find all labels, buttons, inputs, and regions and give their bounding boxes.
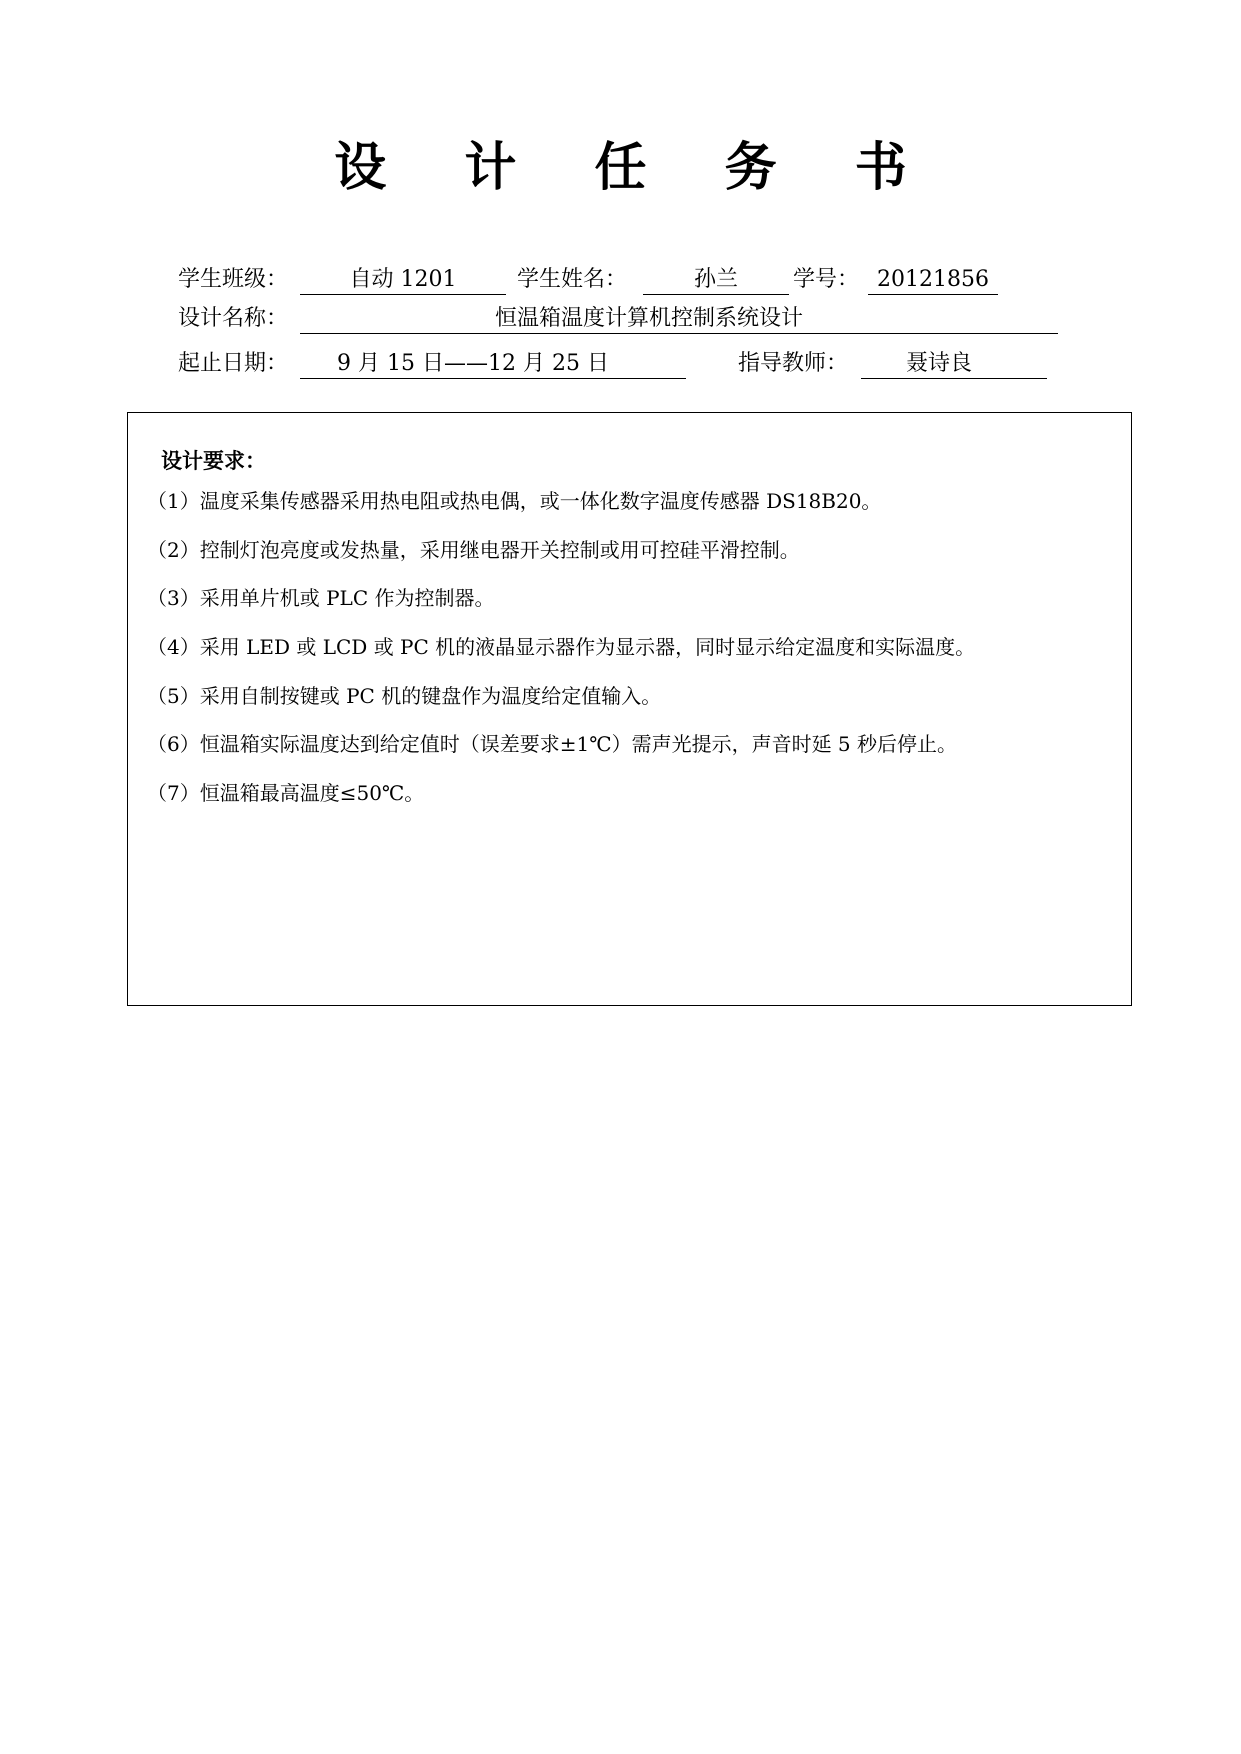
requirement-item: （7）恒温箱最高温度≤50℃。 [147,781,425,805]
design-field [300,302,1058,334]
requirement-item: （5）采用自制按键或 PC 机的键盘作为温度给定值输入。 [147,684,662,708]
requirements-heading: 设计要求： [161,448,266,473]
name-field: 孙兰 [643,263,789,295]
requirement-item: （2）控制灯泡亮度或发热量，采用继电器开关控制或用可控硅平滑控制。 [147,538,800,562]
id-label: 学号： [793,267,860,292]
design-value: 恒温箱温度计算机控制系统设计 [494,306,803,331]
teacher-field [861,347,1047,379]
teacher-label: 指导教师： [738,351,849,376]
design-label: 设计名称： [178,306,289,331]
requirement-item: （3）采用单片机或 PLC 作为控制器。 [147,586,495,610]
page-title: 设 计 任 务 书 [334,137,937,198]
info-row-student [178,263,998,297]
class-label: 学生班级： [178,267,289,292]
requirement-item: （1）温度采集传感器采用热电阻或热电偶，或一体化数字温度传感器 DS18B20。 [147,489,882,513]
name-label: 学生姓名： [517,267,628,292]
requirement-item: （6）恒温箱实际温度达到给定值时（误差要求±1℃）需声光提示，声音时延 5 秒后停止。 [147,732,958,756]
date-field [300,347,686,379]
date-label: 起止日期： [178,351,289,376]
info-row-design [178,302,1058,336]
date-value: 9 月 15 日——12 月 25 日 [337,351,609,376]
teacher-value: 聂诗良 [905,351,972,376]
id-field: 20121856 [868,263,998,295]
requirement-item: （4）采用 LED 或 LCD 或 PC 机的液晶显示器作为显示器，同时显示给定温度和实际温度。 [147,635,976,659]
info-row-dates [178,347,1048,381]
class-field: 自动 1201 [300,263,506,295]
